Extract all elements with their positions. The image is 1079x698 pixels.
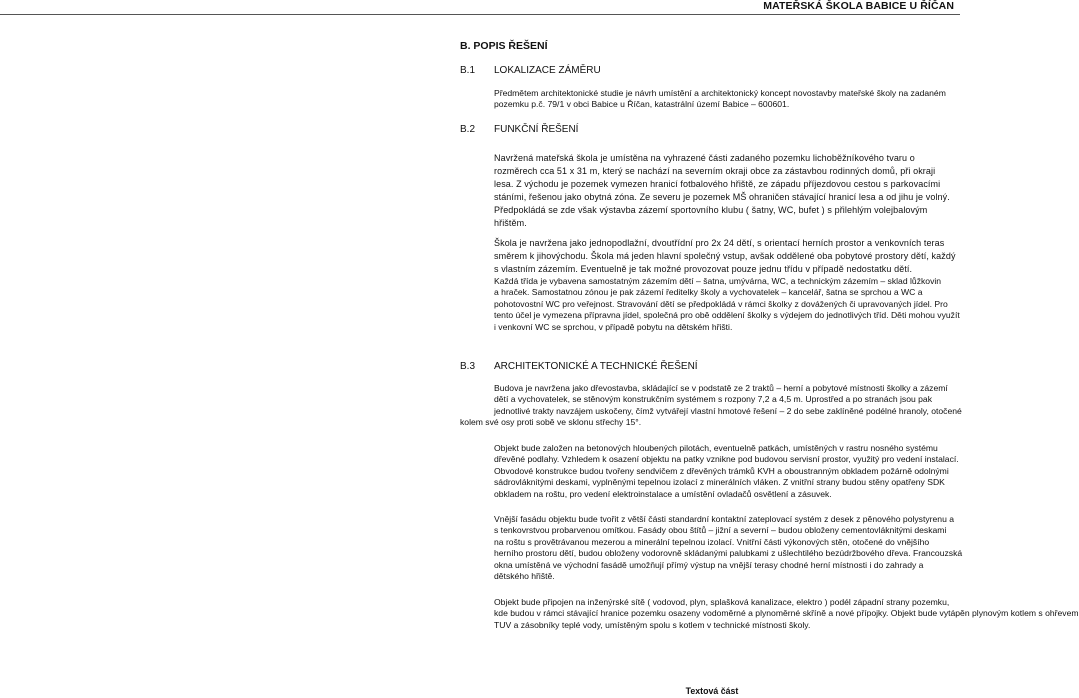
text-line: s vlastním zázemím. Eventuelně je tak možné provozovat pouze jednu třídu v případě nedostatku dětí. xyxy=(494,264,913,274)
text-line: hřištěm. xyxy=(494,218,527,228)
section-number-b1: B.1 xyxy=(460,65,476,76)
paragraph-b3-2 xyxy=(494,443,960,500)
text-line: TUV a zásobníky teplé vody, umístěným spolu s kotlem v technické místnosti školy. xyxy=(494,619,811,630)
paragraph-b1-1 xyxy=(494,88,960,111)
text-line: Objekt bude připojen na inženýrské sítě ( vodovod, plyn, splašková kanalizace, elektro ) podél západní strany pozemku, xyxy=(494,597,950,607)
text-line: i venkovní WC se sprchou, v případě pobytu na dětském hřišti. xyxy=(494,321,733,332)
paragraph-b2-1 xyxy=(494,152,960,230)
paragraph-b3-1 xyxy=(460,383,962,429)
text-line: a hraček. Samostatnou zónou je pak zázemí ředitelky školy a vychovatelek – kancelář, šatna se sprchou a WC a xyxy=(494,287,923,298)
footer-label: Textová část xyxy=(685,686,739,696)
section-number-b2: B.2 xyxy=(460,124,476,135)
text-line: Škola je navržena jako jednopodlažní, dvoutřídní pro 2x 24 dětí, s orientací herních prostor a venkovních teras xyxy=(494,238,945,248)
text-line: Navržená mateřská škola je umístěna na vyhrazené části zadaného pozemku lichoběžníkového tvaru o xyxy=(494,153,915,163)
paragraph-b3-3 xyxy=(494,514,963,582)
text-line: lesa. Z východu je pozemek vymezen hranicí fotbalového hřiště, ze západu příjezdovou cestou s parkovacími xyxy=(494,179,941,189)
text-line: okna umístěná ve východní fasádě umožňují přímý výstup na vnější terasy chodné herní místnosti i do zahrady a xyxy=(494,559,924,570)
text-line: Budova je navržena jako dřevostavba, skládající se v podstatě ze 2 traktů – herní a pobytové místnosti školky a zázemí xyxy=(494,383,948,393)
text-line: jednotlivé trakty navzájem uskočeny, čímž vytvářejí vlastní hmotové řešení – 2 do sebe zaklíněné podélné hranoly, otočené xyxy=(494,405,962,416)
text-line: obkladem na roštu, pro vedení elektroinstalace a umístění ovladačů osvětlení a zásuvek. xyxy=(494,488,832,499)
text-line: s tenkovrstvou probarvenou omítkou. Fasády obou štítů – jižní a severní – budou obloženy cementovláknitými deskami xyxy=(494,525,947,536)
text-line: herního prostoru dětí, budou obloženy vodorovně skládanými palubkami z ušlechtilého bezúdržbového dřeva. Francouzská xyxy=(494,548,963,559)
page-footer xyxy=(0,686,960,696)
paragraph-b3-4 xyxy=(494,597,1079,631)
header-divider xyxy=(0,14,960,15)
text-line: dětí a vychovatelek, se stěnovým konstrukčním systémem s rozpony 7,2 a 4,5 m. Uprostřed a po stranách jsou pak xyxy=(494,394,933,405)
text-line: pohotovostní WC pro veřejnost. Stravování dětí se předpokládá v rámci školky z dovážených či upravovaných jídel. Pro xyxy=(494,298,948,309)
text-line: stáními, řešenou jako obytná zóna. Ze severu je pozemek MŠ ohraničen stávající hranicí lesa a od jihu je volný. xyxy=(494,192,950,202)
text-line: kde budou v rámci stávající hranice pozemku osazeny vodoměrné a plynoměrné skříně a nové přípojky. Objekt bude vytápěn plynovým kotlem s ohřevem xyxy=(494,608,1079,619)
document-title: B. POPIS ŘEŠENÍ xyxy=(460,40,548,52)
section-number-b3: B.3 xyxy=(460,361,476,372)
text-line: tento účel je vymezena přípravna jídel, společná pro obě oddělení školky s výdejem do jednotlivých tříd. Děti mohou využít xyxy=(494,310,960,321)
text-line: Každá třída je vybavena samostatným zázemím dětí – šatna, umývárna, WC, a technickým zázemím – sklad lůžkovin xyxy=(494,276,942,286)
text-line: Vnější fasádu objektu bude tvořit z větší části standardní kontaktní zateplovací systém z desek z pěnového polystyrenu a xyxy=(494,514,955,524)
paragraph-b2-2 xyxy=(494,237,960,276)
section-title-b1: LOKALIZACE ZÁMĚRU xyxy=(494,65,601,76)
text-line: dřevěné podlahy. Vzhledem k osazení objektu na patky vznikne pod budovou servisní prostor, využitý pro vedení instalací. xyxy=(494,454,959,465)
header-title: MATEŘSKÁ ŠKOLA BABICE U ŘÍČAN xyxy=(763,0,954,12)
text-line: dětského hřiště. xyxy=(494,571,555,582)
text-line: na roštu s provětrávanou mezerou a minerální tepelnou izolací. Vnitřní části výkonových stěn, otočené do vnějšího xyxy=(494,536,930,547)
text-line: Obvodové konstrukce budou tvořeny sendvičem z dřevěných trámků KVH a oboustranným obkladem požárně odolnými xyxy=(494,465,949,476)
text-line: Předpokládá se zde však výstavba zázemí sportovního klubu ( šatny, WC, bufet ) s přilehlým volejbalovým xyxy=(494,205,928,215)
text-line: Objekt bude založen na betonových hloubených pilotách, eventuelně patkách, umístěných v rastru nosného systému xyxy=(494,443,938,453)
section-title-b2: FUNKČNÍ ŘEŠENÍ xyxy=(494,124,579,135)
paragraph-b2-3 xyxy=(494,276,960,333)
text-line: rozměrech cca 51 x 31 m, který se nachází na severním okraji obce za zástavbou rodinných domů, při okraji xyxy=(494,166,936,176)
text-line: kolem své osy proti sobě ve sklonu střechy 15°. xyxy=(460,417,642,428)
text-line: sádrovláknitými deskami, vyplněnými tepelnou izolací z minerálních vláken. Z vnitřní strany budou stěny opatřeny SDK xyxy=(494,477,945,488)
text-line: Předmětem architektonické studie je návrh umístění a architektonický koncept novostavby mateřské školy na zadaném xyxy=(494,88,946,98)
text-line: pozemku p.č. 79/1 v obci Babice u Říčan, katastrální území Babice – 600601. xyxy=(494,99,790,110)
text-line: směrem k jihovýchodu. Škola má jeden hlavní společný vstup, avšak oddělené oba pobytové prostory dětí, každý xyxy=(494,251,956,261)
section-title-b3: ARCHITEKTONICKÉ A TECHNICKÉ ŘEŠENÍ xyxy=(494,361,698,372)
